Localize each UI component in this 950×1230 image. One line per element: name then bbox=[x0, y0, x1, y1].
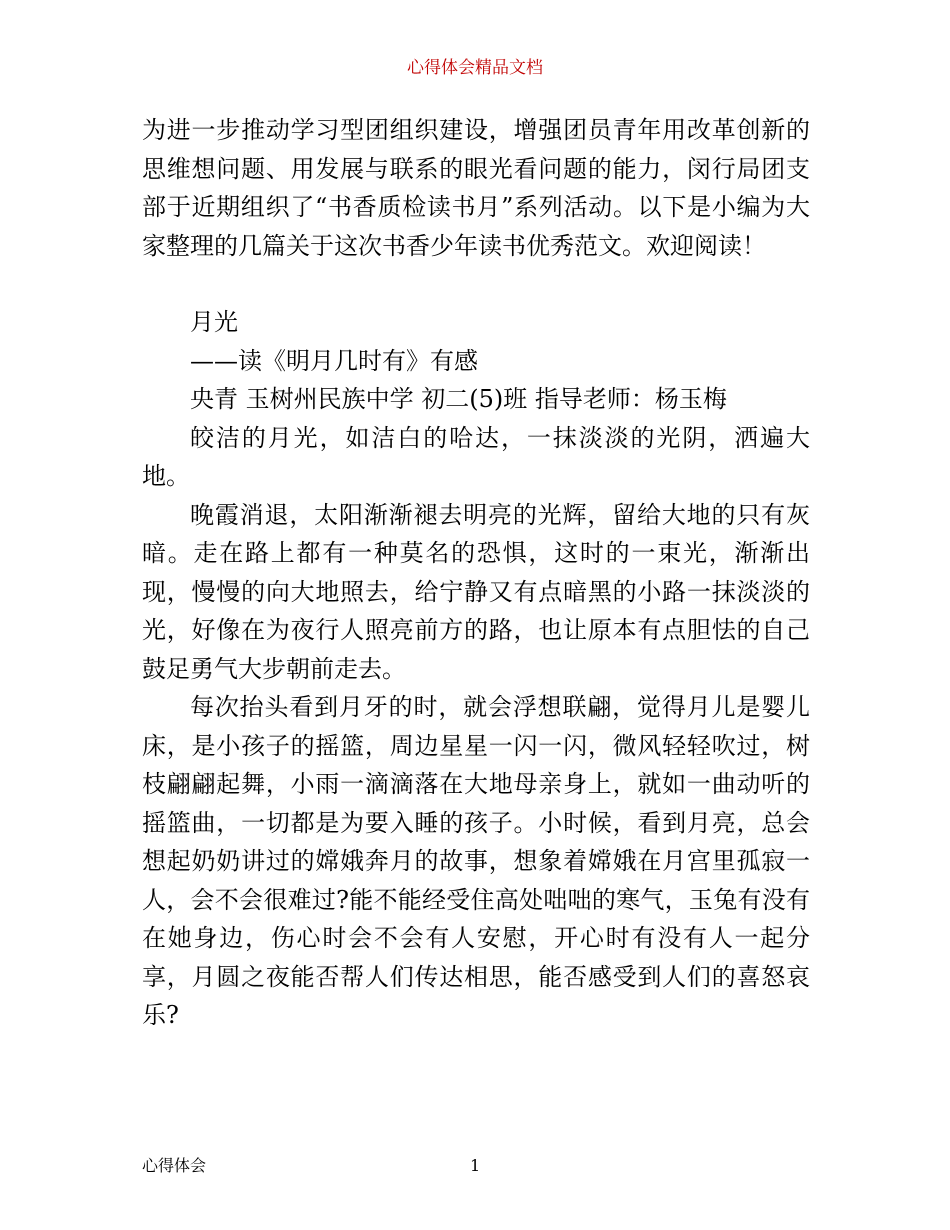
intro-paragraph: 为进一步推动学习型团组织建设，增强团员青年用改革创新的思维想问题、用发展与联系的眼光看问题的能力，闵行局团支部于近期组织了“书香质检读书月”系列活动。以下是小编为大家整理的几篇关于这次书香少年读书优秀范文。欢迎阅读！ bbox=[142, 116, 810, 260]
essay-subtitle: ——读《明月几时有》有感 bbox=[190, 346, 478, 375]
essay-title: 月光 bbox=[190, 308, 238, 336]
essay-paragraph: 皎洁的月光，如洁白的哈达，一抹淡淡的光阴，洒遍大地。 bbox=[142, 423, 810, 490]
footer-label: 心得体会 bbox=[142, 1156, 207, 1175]
essay-paragraph: 晚霞消退，太阳渐渐褪去明亮的光辉，留给大地的只有灰暗。走在路上都有一种莫名的恐惧，这时的一束光，渐渐出现，慢慢的向大地照去，给宁静又有点暗黑的小路一抹淡淡的光，好像在为夜行人照亮前方的路，也让原本有点胆怯的自己鼓足勇气大步朝前走去。 bbox=[142, 500, 810, 683]
essay-paragraph: 每次抬头看到月牙的时，就会浮想联翩，觉得月儿是婴儿床，是小孩子的摇篮，周边星星一闪一闪，微风轻轻吹过，树枝翩翩起舞，小雨一滴滴落在大地母亲身上，就如一曲动听的摇篮曲，一切都是为要入睡的孩子。小时候，看到月亮，总会想起奶奶讲过的嫦娥奔月的故事，想象着嫦娥在月宫里孤寂一人，会不会很难过?能不能经受住高处咄咄的寒气，玉兔有没有在她身边，伤心时会不会有人安慰，开心时有没有人一起分享，月圆之夜能否帮人们传达相思，能否感受到人们的喜怒哀乐? bbox=[142, 693, 810, 1029]
document-body bbox=[142, 111, 810, 1035]
document-header-title: 心得体会精品文档 bbox=[407, 58, 543, 78]
essay-author-line: 央青 玉树州民族中学 初二(5)班 指导老师：杨玉梅 bbox=[190, 385, 727, 413]
page-number: 1 bbox=[470, 1156, 481, 1175]
paragraph-spacer bbox=[142, 265, 810, 303]
